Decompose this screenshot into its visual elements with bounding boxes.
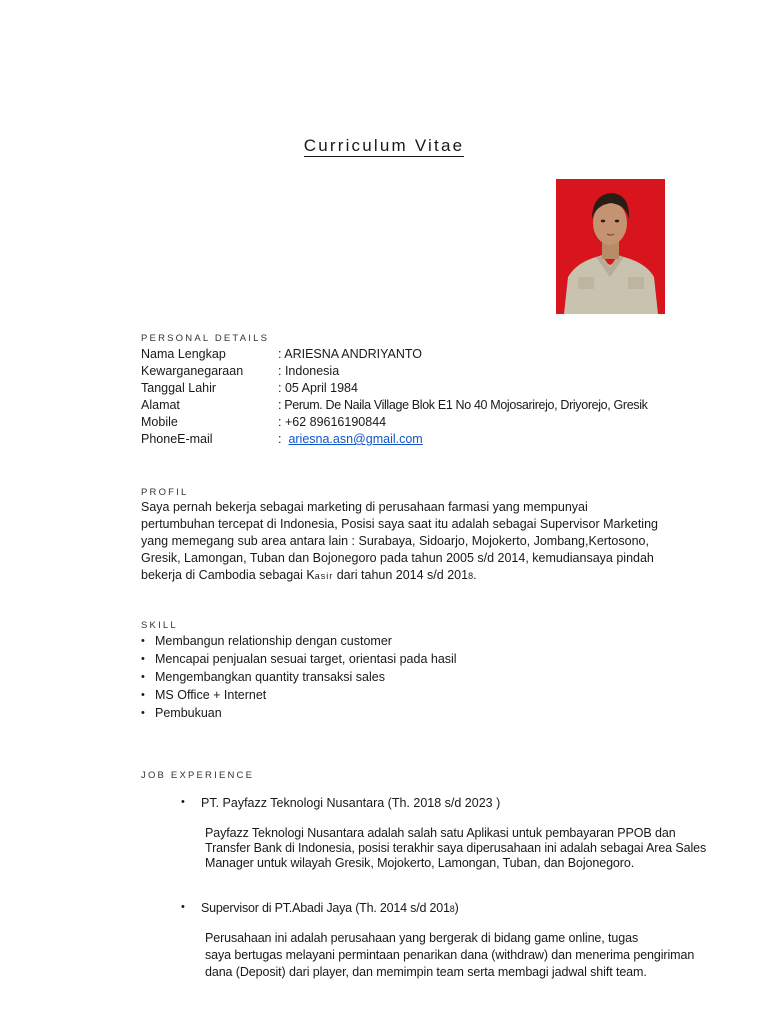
bullet-icon: • [141, 671, 145, 683]
person-portrait-icon [556, 179, 665, 314]
skill-text: Pembukuan [155, 706, 222, 720]
detail-value: : 05 April 1984 [278, 381, 358, 395]
skill-text: Mencapai penjualan sesuai target, orientasi pada hasil [155, 652, 457, 666]
job-line: Transfer Bank di Indonesia, posisi terakhir saya diperusahaan ini adalah sebagai Area Sales [205, 841, 707, 855]
job-title-text [201, 901, 459, 915]
job-line: Payfazz Teknologi Nusantara adalah salah satu Aplikasi untuk pembayaran PPOB dan [205, 826, 676, 840]
job-experience-label: JOB EXPERIENCE [141, 770, 255, 781]
job-line: Perusahaan ini adalah perusahaan yang bergerak di bidang game online, tugas [205, 931, 639, 945]
detail-key: Alamat [141, 398, 180, 412]
profil-text: dari tahun 2014 s/d 201 [333, 568, 469, 582]
page-title [0, 136, 768, 156]
profil-line: yang memegang sub area antara lain : Surabaya, Sidoarjo, Mojokerto, Jombang,Kertosono, [141, 534, 649, 548]
detail-value: : +62 89616190844 [278, 415, 387, 429]
email-link[interactable]: ariesna.asn@gmail.com [288, 432, 423, 446]
detail-row-email [141, 431, 741, 448]
bullet-icon: • [141, 689, 145, 701]
profil-line: pertumbuhan tercepat di Indonesia, Posisi saya saat itu adalah sebagai Supervisor Marketing [141, 517, 658, 531]
job-title-2 [181, 901, 459, 915]
list-item [141, 686, 457, 704]
profil-label: PROFIL [141, 487, 189, 498]
personal-details [141, 346, 741, 448]
email-prefix: : [278, 432, 282, 446]
detail-value: : Indonesia [278, 364, 340, 378]
detail-row-name [141, 346, 741, 363]
skill-label: SKILL [141, 620, 178, 631]
list-item [141, 632, 457, 650]
profil-line [141, 567, 741, 585]
job-line: saya bertugas melayani permintaan penarikan dana (withdraw) dan menerima pengiriman [205, 948, 695, 962]
detail-row-birthdate [141, 380, 741, 397]
detail-value [278, 431, 741, 448]
job-description-1 [205, 826, 745, 871]
job-line: dana (Deposit) dari player, dan memimpin team serta membagi jadwal shift team. [205, 965, 647, 979]
bullet-icon: • [141, 653, 145, 665]
skill-text: Mengembangkan quantity transaksi sales [155, 670, 385, 684]
profil-line: Saya pernah bekerja sebagai marketing di perusahaan farmasi yang mempunyai [141, 500, 588, 514]
detail-row-mobile [141, 414, 741, 431]
profil-text-small: 8 [468, 571, 474, 581]
profil-text-small: asir [314, 571, 334, 581]
skill-text: Membangun relationship dengan customer [155, 634, 392, 648]
detail-key: Tanggal Lahir [141, 381, 217, 395]
list-item [141, 650, 457, 668]
detail-key: Nama Lengkap [141, 347, 226, 361]
profil-paragraph [141, 499, 741, 585]
detail-value: : ARIESNA ANDRIYANTO [278, 347, 423, 361]
detail-row-nationality [141, 363, 741, 380]
detail-key: PhoneE-mail [141, 432, 213, 446]
job-title-part-small: 8 [449, 904, 455, 914]
job-title-part: Supervisor di PT.Abadi Jaya (Th. 2014 s/d 201 [201, 901, 450, 915]
personal-details-label: PERSONAL DETAILS [141, 333, 270, 344]
skill-text: MS Office + Internet [155, 688, 267, 702]
profil-text: . [473, 568, 477, 582]
page-title-text: Curriculum Vitae [303, 136, 465, 155]
job-title-part: ) [454, 901, 459, 915]
bullet-icon: • [141, 635, 145, 647]
detail-key: Mobile [141, 415, 178, 429]
profil-line: Gresik, Lamongan, Tuban dan Bojonegoro pada tahun 2005 s/d 2014, kemudiansaya pindah [141, 551, 654, 565]
bullet-icon: • [181, 796, 185, 808]
job-description-2 [205, 930, 745, 981]
job-title-text: PT. Payfazz Teknologi Nusantara (Th. 2018 s/d 2023 ) [201, 796, 501, 810]
profile-photo [556, 179, 665, 314]
bullet-icon: • [181, 901, 185, 913]
detail-key: Kewarganegaraan [141, 364, 244, 378]
list-item [141, 668, 457, 686]
skill-list [141, 632, 457, 722]
job-title-1 [181, 796, 500, 810]
profil-text: bekerja di Cambodia sebagai K [141, 568, 315, 582]
bullet-icon: • [141, 707, 145, 719]
detail-row-address [141, 397, 741, 414]
job-line: Manager untuk wilayah Gresik, Mojokerto, Lamongan, Tuban, dan Bojonegoro. [205, 856, 635, 870]
detail-value: : Perum. De Naila Village Blok E1 No 40 Mojosarirejo, Driyorejo, Gresik [278, 398, 648, 412]
list-item [141, 704, 457, 722]
